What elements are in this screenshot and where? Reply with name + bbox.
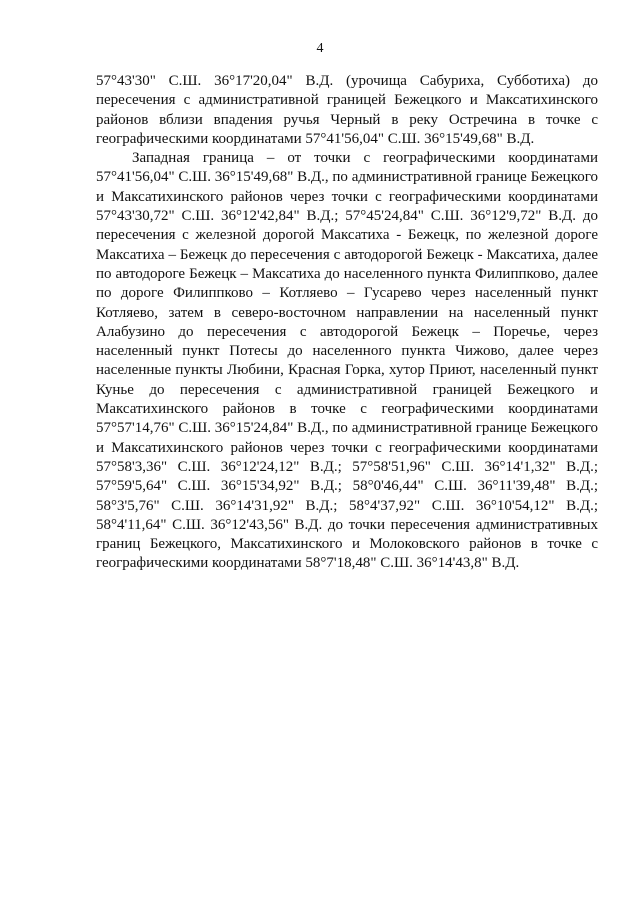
paragraph-east-border-end: 57°43'30" С.Ш. 36°17'20,04" В.Д. (урочища Сабуриха, Субботиха) до пересечения с административной границей Бежецкого и Максатихинского районов вблизи впадения ручья Черный в реку Остречина в точке с географическими координатами 57°41'56,04" С.Ш. 36°15'49,68" В.Д. xyxy=(96,73,598,147)
document-body xyxy=(96,72,598,574)
page-number: 4 xyxy=(316,41,324,56)
paragraph-west-border: Западная граница – от точки с географическими координатами 57°41'56,04" С.Ш. 36°15'49,68" В.Д., по административной границе Бежецкого и Максатихинского районов через точки с географическими координатами 57°43'30,72" С.Ш. 36°12'42,84" В.Д.; 57°45'24,84" С.Ш. 36°12'9,72" В.Д. до пересечения с железной дорогой Максатиха - Бежецк, по железной дороге Максатиха – Бежецк до пересечения с автодорогой Бежецк - Максатиха, далее по автодороге Бежецк – Максатиха до населенного пункта Филиппково, далее по дороге Филиппково – Котляево – Гусарево через населенный пункт Котляево, затем в северо-восточном направлении на населенный пункт Алабузино до пересечения с автодорогой Бежецк – Поречье, через населенный пункт Потесы до населенного пункта Чижово, далее через населенные пункты Любини, Красная Горка, хутор Приют, населенный пункт Кунье до пересечения с административной границей Бежецкого и Максатихинского районов в точке с географическими координатами 57°57'14,76" С.Ш. 36°15'24,84" В.Д., по административной границе Бежецкого и Максатихинского районов через точки с географическими координатами 57°58'3,36" С.Ш. 36°12'24,12" В.Д.; 57°58'51,96" С.Ш. 36°14'1,32" В.Д.; 57°59'5,64" С.Ш. 36°15'34,92" В.Д.; 58°0'46,44" С.Ш. 36°11'39,48" В.Д.; 58°3'5,76" С.Ш. 36°14'31,92" В.Д.; 58°4'37,92" С.Ш. 36°10'54,12" В.Д.; 58°4'11,64" С.Ш. 36°12'43,56" В.Д. до точки пересечения административных границ Бежецкого, Максатихинского и Молоковского районов в точке с географическими координатами 58°7'18,48" С.Ш. 36°14'43,8" В.Д. xyxy=(96,150,598,572)
